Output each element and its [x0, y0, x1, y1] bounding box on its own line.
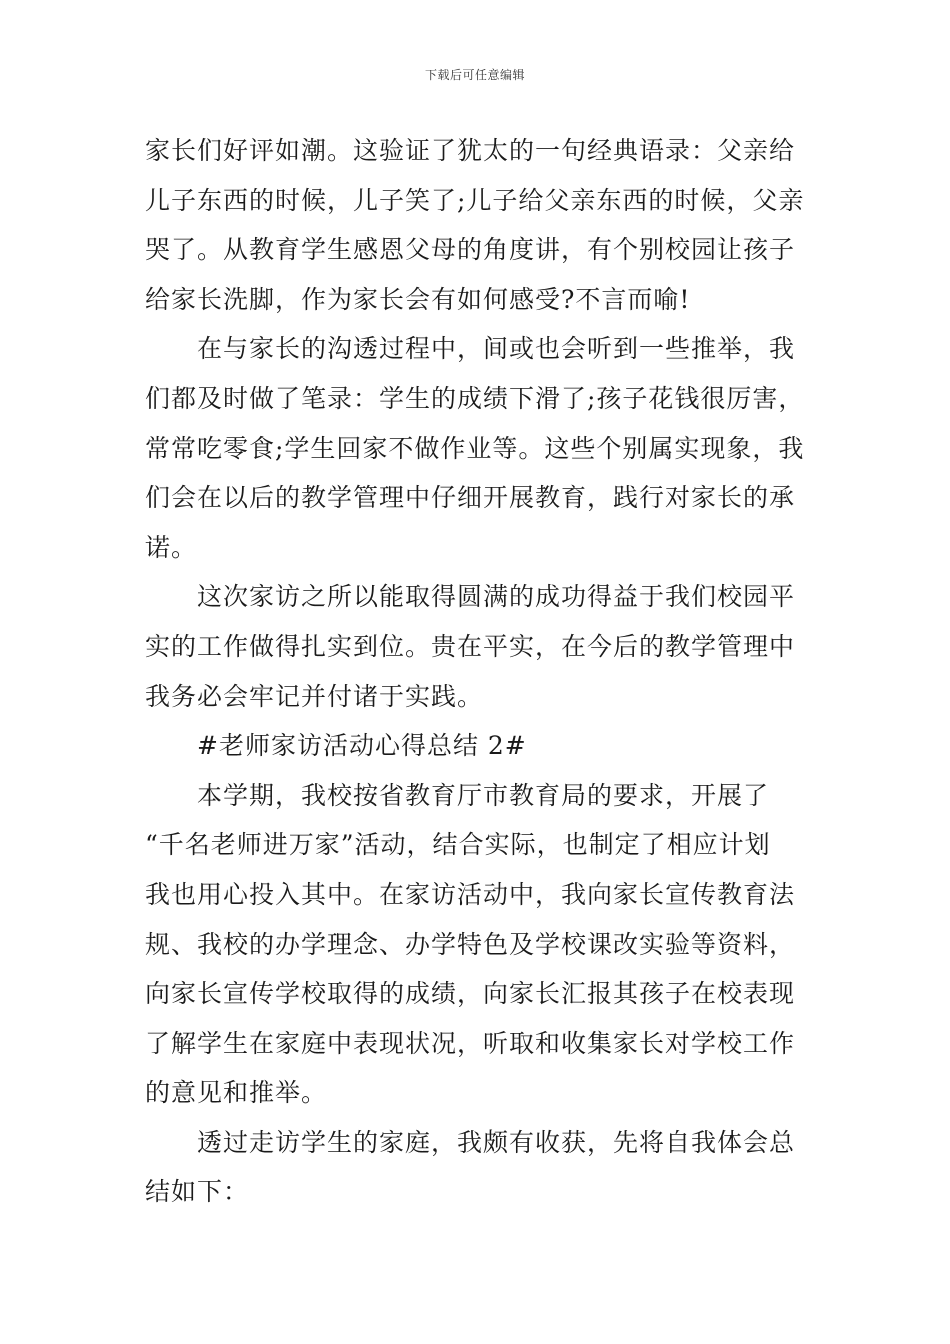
- paragraph-first-line: 在与家长的沟透过程中，间或也会听到一些推举，我: [197, 334, 796, 364]
- text-line: 了解学生在家庭中表现状况，听取和收集家长对学校工作: [145, 1028, 796, 1058]
- text-line: 们会在以后的教学管理中仔细开展教育，践行对家长的承: [145, 483, 796, 513]
- text-line: 哭了。从教育学生感恩父母的角度讲，有个别校园让孩子: [145, 235, 796, 265]
- text-line: 实的工作做得扎实到位。贵在平实，在今后的教学管理中: [145, 631, 796, 661]
- text-line: 儿子东西的时候，儿子笑了;儿子给父亲东西的时候，父亲: [145, 185, 805, 215]
- text-line: 规、我校的办学理念、办学特色及学校课改实验等资料，: [145, 929, 796, 959]
- text-line: 结如下：: [145, 1177, 250, 1207]
- text-line: 常常吃零食;学生回家不做作业等。这些个别属实现象，我: [145, 433, 805, 463]
- text-line: 们都及时做了笔录：学生的成绩下滑了;孩子花钱很厉害，: [145, 383, 805, 413]
- text-line: 我务必会牢记并付诸于实践。: [145, 681, 484, 711]
- text-line: 家长们好评如潮。这验证了犹太的一句经典语录：父亲给: [145, 136, 796, 165]
- paragraph-first-line: 本学期，我校按省教育厅市教育局的要求，开展了: [197, 780, 770, 810]
- page-header-note: 下载后可任意编辑: [424, 68, 525, 82]
- text-line: 的意见和推举。: [145, 1078, 328, 1108]
- paragraph-first-line: 透过走访学生的家庭，我颇有收获，先将自我体会总: [197, 1127, 796, 1157]
- paragraph-first-line: 这次家访之所以能取得圆满的成功得益于我们校园平: [197, 582, 796, 612]
- section-heading: #老师家访活动心得总结 2#: [197, 731, 527, 761]
- text-line: “千名老师进万家”活动，结合实际，也制定了相应计划: [145, 830, 771, 860]
- text-line: 诺。: [145, 532, 198, 562]
- text-line: 给家长洗脚，作为家长会有如何感受?不言而喻!: [145, 284, 691, 314]
- document-body: [145, 126, 807, 1217]
- text-line: 我也用心投入其中。在家访活动中，我向家长宣传教育法: [145, 879, 796, 909]
- text-line: 向家长宣传学校取得的成绩，向家长汇报其孩子在校表现: [145, 979, 796, 1009]
